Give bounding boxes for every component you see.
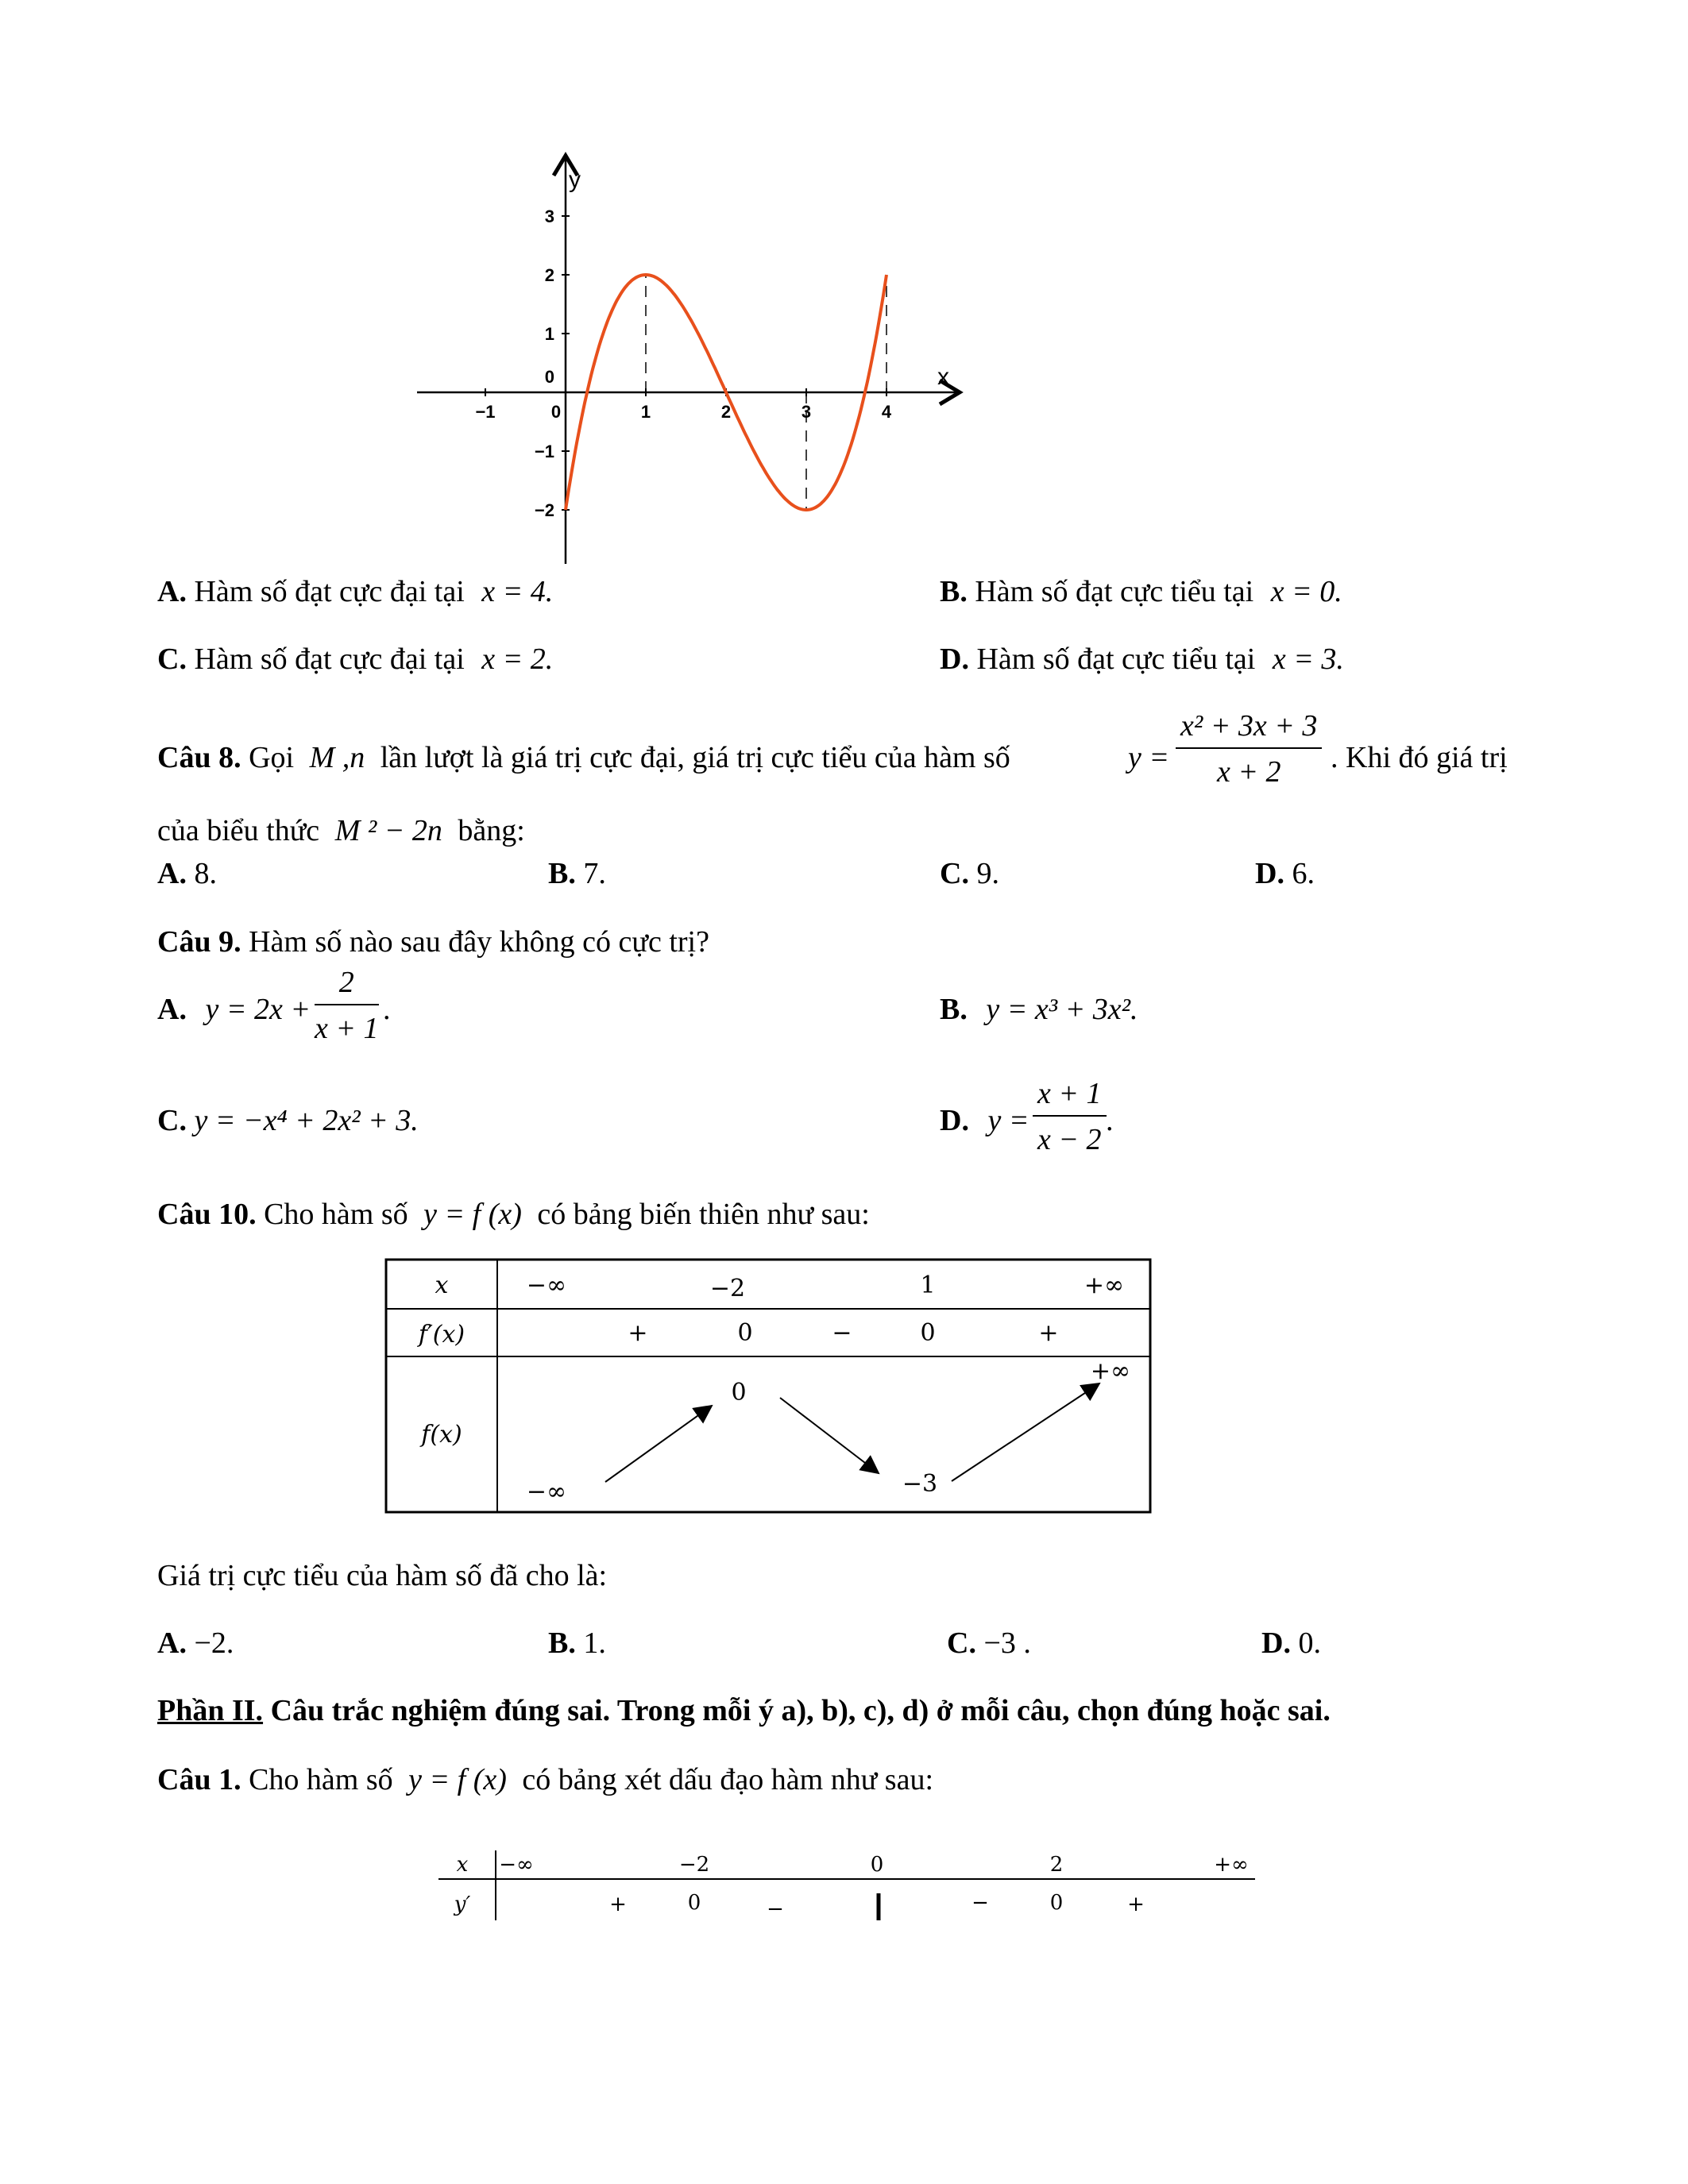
increasing-arrow xyxy=(605,1406,712,1482)
q9-option-b[interactable] xyxy=(940,994,1138,1024)
option-label: C. xyxy=(947,1626,976,1660)
option-value: −2. xyxy=(194,1626,234,1660)
fraction-numerator: x² + 3x + 3 xyxy=(1176,711,1322,749)
question-number: Câu 10. xyxy=(157,1198,257,1231)
fraction-numerator: x + 1 xyxy=(1033,1078,1107,1117)
fprime-sign: + xyxy=(628,1319,648,1347)
x-tick-label: 2 xyxy=(720,402,732,422)
fraction-denominator: x − 2 xyxy=(1037,1123,1102,1156)
yprime-sign: − xyxy=(767,1897,784,1921)
f-value: 0 xyxy=(731,1379,747,1406)
fprime-zero: 0 xyxy=(737,1319,753,1347)
option-math: y = xyxy=(987,1104,1029,1137)
option-value: 0. xyxy=(1298,1626,1321,1660)
option-label: A. xyxy=(157,993,187,1026)
q8-option-c[interactable] xyxy=(940,859,999,889)
table-header-fprime: f′(x) xyxy=(418,1321,465,1349)
table-header-x: x xyxy=(456,1853,469,1877)
option-text: Hàm số đạt cực đại tại xyxy=(194,642,465,676)
y-tick-label: −1 xyxy=(534,442,554,461)
option-label: B. xyxy=(940,575,968,608)
q8-line1 xyxy=(157,743,1010,773)
question-math: M ,n xyxy=(309,741,365,774)
option-label: A. xyxy=(157,1626,187,1660)
x-value: +∞ xyxy=(1083,1271,1125,1299)
function-graph xyxy=(397,143,969,572)
q10-subquestion: Giá trị cực tiểu của hàm số đã cho là: xyxy=(157,1559,608,1592)
table-header-f: f(x) xyxy=(421,1421,462,1449)
question-text: Hàm số nào sau đây không có cực trị? xyxy=(249,925,709,959)
yprime-sign: − xyxy=(971,1891,989,1915)
x-value: 1 xyxy=(920,1271,936,1299)
y-tick-label: 1 xyxy=(544,324,554,344)
option-value: 6. xyxy=(1292,857,1315,890)
sign-table xyxy=(429,1843,1271,1930)
yprime-zero: 0 xyxy=(1049,1891,1064,1915)
option-label: B. xyxy=(940,993,968,1026)
question-number: Câu 8. xyxy=(157,741,241,774)
question-text: Gọi xyxy=(249,741,295,774)
q10-option-c[interactable] xyxy=(947,1628,1031,1658)
option-value: 7. xyxy=(583,857,606,890)
variation-table xyxy=(381,1255,1160,1521)
option-text: Hàm số đạt cực tiểu tại xyxy=(976,642,1256,676)
option-math: y = −x⁴ + 2x² + 3. xyxy=(194,1104,419,1137)
option-label: D. xyxy=(940,642,969,676)
option-label: B. xyxy=(548,857,576,890)
y-axis-label: y xyxy=(569,167,581,193)
question-text: của biểu thức xyxy=(157,814,320,847)
q8-option-a[interactable] xyxy=(157,859,217,889)
question-text: Cho hàm số xyxy=(249,1763,393,1796)
x-value: −2 xyxy=(678,1853,710,1877)
increasing-arrow xyxy=(952,1383,1099,1481)
f-value: −3 xyxy=(902,1470,938,1498)
question-text: có bảng xét dấu đạo hàm như sau: xyxy=(522,1763,934,1796)
option-math: x = 0. xyxy=(1270,575,1342,608)
q9-a-fraction xyxy=(315,967,379,1044)
question-math: M ² − 2n xyxy=(334,814,442,847)
option-text: Hàm số đạt cực đại tại xyxy=(194,575,465,608)
option-value: 8. xyxy=(194,857,217,890)
part-instructions: Câu trắc nghiệm đúng sai. Trong mỗi ý a), b), c), d) ở mỗi câu, chọn đúng hoặc sai. xyxy=(270,1694,1331,1727)
question-math: y = f (x) xyxy=(423,1198,522,1231)
x-tick-label: 0 xyxy=(550,402,562,422)
question-math: y = f (x) xyxy=(408,1763,507,1796)
option-label: A. xyxy=(157,857,187,890)
x-value: −∞ xyxy=(526,1271,567,1299)
fraction-denominator: x + 2 xyxy=(1216,755,1281,789)
q9-option-d[interactable] xyxy=(940,1106,1029,1136)
option-label: D. xyxy=(940,1104,969,1137)
option-math: y = x³ + 3x². xyxy=(986,993,1138,1026)
q9-d-fraction xyxy=(1033,1078,1107,1155)
f-value: −∞ xyxy=(526,1478,567,1506)
question-text: có bảng biến thiên như sau: xyxy=(537,1198,870,1231)
q10-option-a[interactable] xyxy=(157,1628,234,1658)
table-header-x: x xyxy=(435,1271,449,1299)
x-tick-label: 3 xyxy=(801,402,812,422)
q9-question xyxy=(157,927,709,957)
x-tick-label: 1 xyxy=(640,402,651,422)
y-tick-label: 0 xyxy=(544,367,554,387)
q10-question xyxy=(157,1199,870,1229)
question-text: bằng: xyxy=(458,814,525,847)
x-value: −∞ xyxy=(499,1853,534,1877)
option-math: x = 4. xyxy=(481,575,554,608)
question-number: Câu 1. xyxy=(157,1763,241,1796)
x-tick-label: −1 xyxy=(475,402,496,422)
part-title: Phần II. xyxy=(157,1694,264,1727)
q9-option-a[interactable] xyxy=(157,994,311,1024)
fprime-sign: − xyxy=(832,1319,852,1347)
option-math: y = 2x + xyxy=(205,993,311,1026)
p2q1-question xyxy=(157,1765,933,1795)
option-label: C. xyxy=(157,642,187,676)
fprime-zero: 0 xyxy=(920,1319,936,1347)
option-label: D. xyxy=(1261,1626,1291,1660)
yprime-sign: + xyxy=(609,1893,627,1916)
y-tick-label: −2 xyxy=(534,500,554,520)
yprime-zero: 0 xyxy=(687,1891,701,1915)
q8-option-d[interactable] xyxy=(1255,859,1315,889)
fraction-denominator: x + 1 xyxy=(315,1012,379,1045)
q7-option-c[interactable] xyxy=(157,644,553,674)
fprime-sign: + xyxy=(1038,1319,1059,1347)
yprime-sign: + xyxy=(1127,1893,1145,1916)
table-header-yprime: y′ xyxy=(454,1893,471,1916)
option-label: C. xyxy=(940,857,969,890)
f-value: +∞ xyxy=(1090,1357,1131,1385)
q8-y-eq: y = xyxy=(1128,741,1170,774)
question-number: Câu 9. xyxy=(157,925,241,959)
option-label: A. xyxy=(157,575,187,608)
x-axis-label: x xyxy=(937,364,949,390)
option-label: B. xyxy=(548,1626,576,1660)
option-value: 9. xyxy=(976,857,999,890)
question-text: lần lượt là giá trị cực đại, giá trị cực tiểu của hàm số xyxy=(380,741,1010,774)
y-tick-label: 2 xyxy=(544,265,554,285)
q8-option-b[interactable] xyxy=(548,859,606,889)
option-value: −3 . xyxy=(983,1626,1031,1660)
x-value: −2 xyxy=(709,1275,746,1302)
q8-fraction xyxy=(1176,711,1322,787)
option-math: x = 3. xyxy=(1272,642,1344,676)
x-value: 2 xyxy=(1049,1853,1064,1877)
q8-line1-end: . Khi đó giá trị xyxy=(1331,741,1508,774)
option-label: D. xyxy=(1255,857,1284,890)
q10-option-d[interactable] xyxy=(1261,1628,1321,1658)
x-tick-label: 4 xyxy=(881,402,892,422)
decreasing-arrow xyxy=(780,1398,879,1473)
option-text: Hàm số đạt cực tiểu tại xyxy=(975,575,1254,608)
part2-heading xyxy=(157,1696,1331,1726)
q9-a-period: . xyxy=(383,993,391,1026)
question-text: Cho hàm số xyxy=(264,1198,408,1231)
q9-option-c[interactable] xyxy=(157,1106,419,1136)
q10-option-b[interactable] xyxy=(548,1628,606,1658)
option-math: x = 2. xyxy=(481,642,554,676)
fraction-numerator: 2 xyxy=(315,967,379,1005)
q9-d-period: . xyxy=(1106,1104,1114,1137)
option-label: C. xyxy=(157,1104,187,1137)
y-tick-label: 3 xyxy=(544,206,554,226)
x-value: 0 xyxy=(870,1853,884,1877)
q7-option-b[interactable] xyxy=(940,577,1342,607)
q7-option-a[interactable] xyxy=(157,577,553,607)
q7-option-d[interactable] xyxy=(940,644,1344,674)
option-value: 1. xyxy=(583,1626,606,1660)
x-value: +∞ xyxy=(1214,1853,1249,1877)
q8-line2 xyxy=(157,816,525,846)
